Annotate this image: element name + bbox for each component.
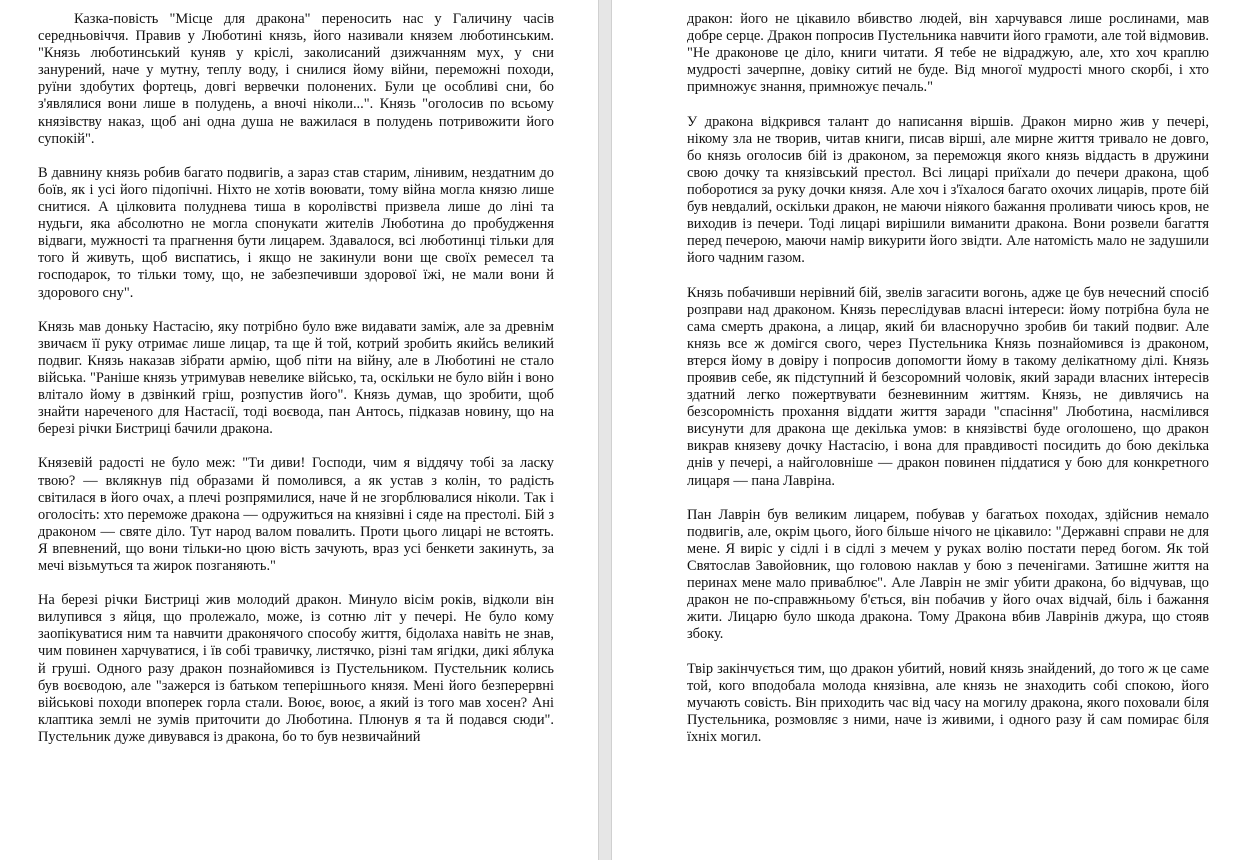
paragraph: дракон: його не цікавило вбивство людей, він харчувався лише рослинами, мав добре серце. Дракон попросив Пустельника навчити його грамоти, але той відмовив. "Не драконове це діло, книги читати. Я тебе не відраджую, але, хто хоч краплю мудрості зачерпне, довіку ситий не буде. Від многої мудрості много скорбі, і хто примножує знання, примножує печаль." [687, 11, 1209, 96]
paragraph: Князевій радості не було меж: "Ти диви! Господи, чим я віддячу тобі за ласку твою? — вклякнув під образами й помолився, а як устав з колін, то радість світилася в його очах, а плечі розпрямилися, наче й не згорблювалися ніколи. Так і оголосіть: хто переможе дракона — одружиться на князівні і сяде на престолі. Бій з драконом — святе діло. Тут народ валом повалить. Проти цього лицарі не встоять. Я впевнений, що вони тільки-но цюю вість зачують, враз усі бенкети закинуть, за мечі візьмуться та жирок позганяють." [38, 455, 554, 574]
paragraph: В давнину князь робив багато подвигів, а зараз став старим, лінивим, нездатним до боїв, як і усі його підопічні. Ніхто не хотів воювати, тому війна могла князю лише снитися. А цілковита полуднева тиша в королівстві призвела лише до ліні та нудьги, яка абсолютно не могла спонукати жителів Люботина до пробудження відваги, мужності та прагнення бути лицарем. Здавалося, всі люботинці тільки для того й живуть, щоб виспатись, і якщо не закинули вони ще своїх ремесел та господарок, то тільки тому, що, не забезпечивши здорової їжі, не мали вони й здорового сну". [38, 164, 554, 301]
paragraph: На березі річки Бистриці жив молодий дракон. Минуло вісім років, відколи він вилупився з яйця, що пролежало, може, із сотню літ у печері. Не було кому заопікуватися ним та навчити драконячого способу життя, бідолаха навіть не знав, чим повинен харчуватися, і їв собі травичку, листячко, різні там ягідки, дикі яблука й груші. Одного разу дракон познайомився із Пустельником. Пустельник колись був воєводою, але "зажерся із батьком теперішнього князя. Мені його безперервні військові походи впоперек горла стали. Воює, воює, а який із того мав хосен? Ані клаптика землі не зумів приточити до Люботина. Плюнув я та й подався сюди". Пустельник дуже дивувався із дракона, бо то був незвичайний [38, 592, 554, 745]
paragraph: У дракона відкрився талант до написання віршів. Дракон мирно жив у печері, нікому зла не творив, читав книги, писав вірші, але мирне життя тривало не довго, бо князь оголосив бій із драконом, за переможця якого князь віддасть в дружини свою дочку та князівський престол. Всі лицарі приїхали до печери дракона, щоб поборотися за руку дочки князя. Але хоч і з'їхалося багато охочих лицарів, проте бій був невдалий, оскільки дракон, не маючи ніякого бажання проливати чиюсь кров, не виходив із печери. Тоді лицарі вирішили виманити дракона. Вони розвели багаття перед печерою, маючи намір викурити його звідти. Але натомість мало не задушили його чадним газом. [687, 113, 1209, 267]
document-page-left[interactable] [0, 0, 598, 860]
document-page-right[interactable] [612, 0, 1233, 860]
paragraph: Казка-повість "Місце для дракона" переносить нас у Галичину часів середньовіччя. Правив у Люботині князь, його називали князем люботинським. "Князь люботинський куняв у кріслі, заколисаний дзижчанням мух, у сни занурений, наче у мутну, теплу воду, і снилися йому війни, переможні походи, руїни здобутих фортець, довгі вервечки полонених. Були це особливі сни, бо з'являлися вони лише в полудень, а вночі ніколи...". Князь "оголосив по всьому князівству наказ, щоб ані одна душа не важилася в полудень потривожити його супокій". [38, 11, 554, 147]
paragraph: Князь мав доньку Настасію, яку потрібно було вже видавати заміж, але за древнім звичаєм її руку отримає лише лицар, та ще й той, котрий зробить якийсь великий подвиг. Князь наказав зібрати армію, щоб піти на війну, але в Люботині не стало війська. "Раніше князь утримував невелике військо, та, оскільки не було війн і воно влітало йому в дзвінкий гріш, розпустив його". Князь думав, що зробити, щоб знайти нареченого для Настасії, тоді воєвода, пан Антось, підказав новину, що на березі річки Бистриці бачили дракона. [38, 318, 554, 438]
page-gutter [598, 0, 612, 860]
paragraph: Князь побачивши нерівний бій, звелів загасити вогонь, адже це був нечесний спосіб розправи над драконом. Князь переслідував власні інтереси: йому потрібна була не сама смерть дракона, а лицар, який би власноручно зробив би такий подвиг. Але князь все ж домігся свого, через Пустельника Князь познайомився із драконом, втерся йому в довіру і попросив допомогти йому в такому делікатному ділі. Князь проявив себе, як підступний й безсоромний чоловік, який заради власних інтересів здатний легко пожертвувати безневинним життям. Князь, не дивлячись на безсоромність прохання віддати життя заради "спасіння" Люботина, насмілився висунути для дракона ще декілька умов: в князівстві буде оголошено, що дракон викрав князеву дочку Настасію, і вона для правдивості посидить до бою декілька днів у печері, а найголовніше — дракон повинен піддатися у бою для конкретного лицаря — пана Лавріна. [687, 284, 1209, 489]
paragraph: Твір закінчується тим, що дракон убитий, новий князь знайдений, до того ж це саме той, кого вподобала молода князівна, але князь не знаходить собі спокою, його мучають совість. Він приходить час від часу на могилу дракона, якого поховали біля Пустельника, розмовляє з ними, наче із живими, і одного разу й сам помирає біля їхніх могил. [687, 660, 1209, 745]
paragraph: Пан Лаврін був великим лицарем, побував у багатьох походах, здійснив немало подвигів, але, окрім цього, його більше нічого не цікавило: "Державні справи не для мене. Я виріс у сідлі і в сідлі з мечем у руках волію постати перед богом. Як той Святослав Завойовник, що головою наклав у бою з печенігами. Затишне життя на перинах мене мало приваблює". Але Лаврін не зміг убити дракона, бо відчував, що дракон не по-справжньому б'ється, він побачив у його очах відчай, біль і бажання жити. Лицарю було шкода дракона. Тому Дракона вбив Лаврінів джура, що стояв збоку. [687, 506, 1209, 643]
